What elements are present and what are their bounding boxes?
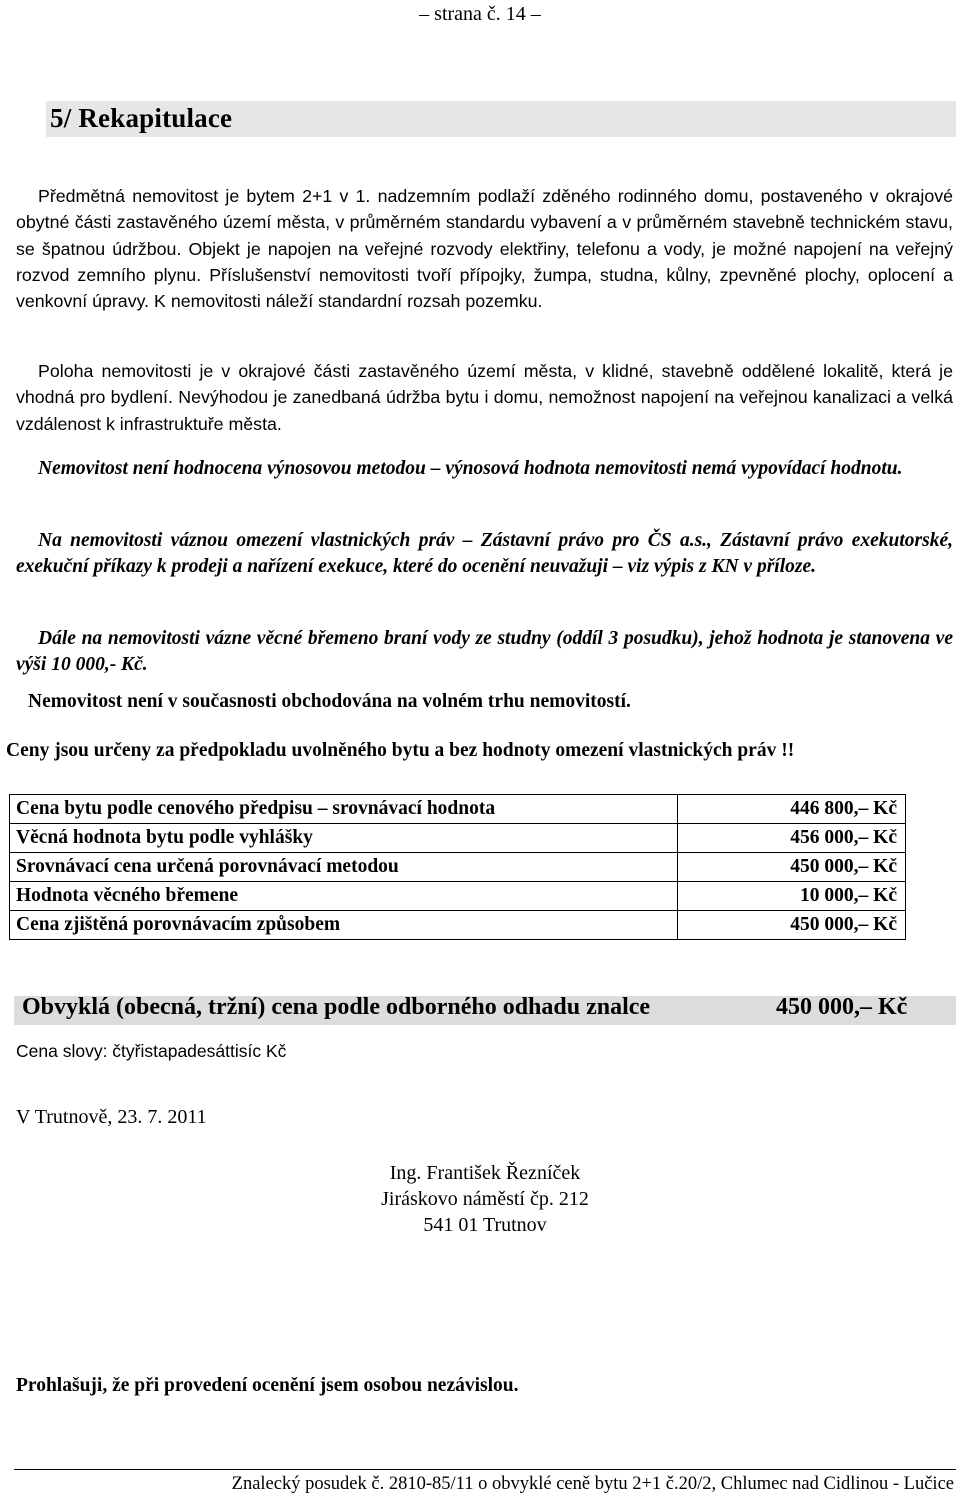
statement-prices: Ceny jsou určeny za předpokladu uvolněného bytu a bez hodnoty omezení vlastnických práv !! — [6, 740, 795, 761]
paragraph-location: Poloha nemovitosti je v okrajové části zastavěného území města, v klidné, stavebně oddělené lokalitě, která je vhodná pro bydlení. Nevýhodou je zanedbaná údržba bytu i domu, nemožnost napojení na veřejnou kanalizaci a velká vzdálenost k infrastruktuře města. — [16, 361, 953, 434]
footer-divider — [14, 1469, 956, 1470]
final-price-value: 450 000,– Kč — [776, 994, 908, 1020]
price-value: 450 000,– Kč — [678, 853, 906, 882]
price-value: 450 000,– Kč — [678, 911, 906, 940]
table-row — [10, 795, 906, 824]
table-row — [10, 882, 906, 911]
price-value: 446 800,– Kč — [678, 795, 906, 824]
price-label: Cena zjištěná porovnávacím způsobem — [10, 911, 678, 940]
footer: Znalecký posudek č. 2810-85/11 o obvyklé ceně bytu 2+1 č.20/2, Chlumec nad Cidlinou - Lučice — [231, 1474, 954, 1494]
signature-name: Ing. František Řezníček — [389, 1162, 581, 1184]
signature-city: 541 01 Trutnov — [423, 1214, 547, 1236]
declaration: Prohlašuji, že při provedení ocenění jsem osobou nezávislou. — [16, 1375, 519, 1396]
paragraph-yield-method: Nemovitost není hodnocena výnosovou metodou – výnosová hodnota nemovitosti nemá vypovídací hodnotu. — [38, 458, 903, 479]
page-number: – strana č. 14 – — [419, 3, 541, 25]
table-row — [10, 824, 906, 853]
price-label: Věcná hodnota bytu podle vyhlášky — [10, 824, 678, 853]
price-value: 456 000,– Kč — [678, 824, 906, 853]
paragraph-restrictions: Na nemovitosti váznou omezení vlastnických práv – Zástavní právo pro ČS a.s., Zástavní právo exekutorské, exekuční příkazy k prodeji a nařízení exekuce, které do ocenění neuvažuji – viz výpis z KN v příloze. — [16, 530, 953, 578]
price-in-words: Cena slovy: čtyřistapadesáttisíc Kč — [16, 1041, 287, 1061]
price-label: Hodnota věcného břemene — [10, 882, 678, 911]
price-label: Cena bytu podle cenového předpisu – srovnávací hodnota — [10, 795, 678, 824]
statement-market: Nemovitost není v současnosti obchodována na volném trhu nemovitostí. — [28, 691, 631, 712]
section-title: 5/ Rekapitulace — [50, 103, 233, 133]
price-table — [9, 794, 906, 940]
table-row — [10, 911, 906, 940]
place-date: V Trutnově, 23. 7. 2011 — [16, 1106, 207, 1128]
paragraph-description: Předmětná nemovitost je bytem 2+1 v 1. nadzemním podlaží zděného rodinného domu, postaveného v okrajové obytné části zastavěného území města, v průměrném standardu vybavení a v průměrném stavebně technickém stavu, se špatnou údržbou. Objekt je napojen na veřejné rozvody elektřiny, telefonu a vody, je možné napojení na veřejný rozvod zemního plynu. Příslušenství nemovitosti tvoří přípojky, žumpa, studna, kůlny, zpevněné plochy, oplocení a venkovní úpravy. K nemovitosti náleží standardní rozsah pozemku. — [16, 186, 953, 312]
price-label: Srovnávací cena určená porovnávací metodou — [10, 853, 678, 882]
table-row — [10, 853, 906, 882]
paragraph-easement: Dále na nemovitosti vázne věcné břemeno braní vody ze studny (oddíl 3 posudku), jehož hodnota je stanovena ve výši 10 000,- Kč. — [16, 628, 953, 676]
signature-street: Jiráskovo náměstí čp. 212 — [381, 1188, 589, 1210]
price-value: 10 000,– Kč — [678, 882, 906, 911]
final-price-label: Obvyklá (obecná, tržní) cena podle odborného odhadu znalce — [22, 994, 651, 1020]
